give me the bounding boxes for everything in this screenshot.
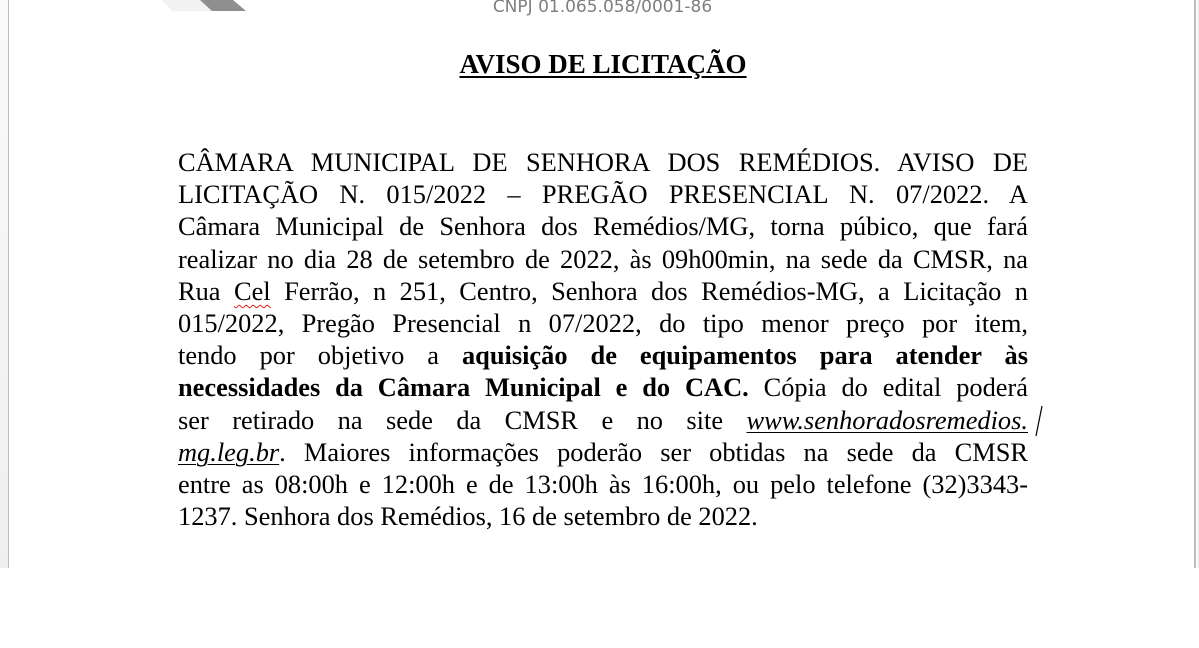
- body-text-run: tendo por objetivo a: [178, 340, 462, 371]
- body-line: [178, 500, 1028, 532]
- body-text-run: 015/2022, Pregão Presencial n 07/2022, do tipo menor preço por item,: [178, 307, 1028, 338]
- body-line: [178, 307, 1028, 339]
- body-line: [178, 275, 1028, 307]
- body-text-run: entre as 08:00h e 12:00h e de 13:00h às 16:00h, ou pelo telefone (32)3343-: [178, 468, 1028, 499]
- left-page-margin: [0, 0, 8, 568]
- body-line: [178, 243, 1028, 275]
- body-text-run: ser retirado na sede da CMSR e no site: [178, 404, 747, 435]
- body-line: [178, 178, 1028, 210]
- body-text-run: . Maiores informações poderão ser obtidas na sede da CMSR: [279, 436, 1028, 467]
- body-text-run: Câmara Municipal de Senhora dos Remédios/MG, torna púbico, que fará: [178, 211, 1028, 242]
- website-link[interactable]: www.senhoradosremedios.: [746, 404, 1028, 435]
- spellcheck-flagged-word: Cel: [233, 275, 271, 306]
- body-text-run: LICITAÇÃO N. 015/2022 – PREGÃO PRESENCIAL N. 07/2022. A: [178, 179, 1028, 210]
- body-line: [178, 146, 1028, 178]
- body-text-run: 1237. Senhora dos Remédios, 16 de setembro de 2022.: [178, 501, 758, 532]
- body-line: [178, 404, 1028, 436]
- body-text-run: Cópia do edital poderá: [748, 372, 1028, 403]
- body-text-run: Ferrão, n 251, Centro, Senhora dos Remédios-MG, a Licitação n: [270, 275, 1029, 306]
- body-line: [178, 436, 1028, 468]
- text-cursor-slash-icon: [1033, 404, 1045, 438]
- document-title: AVISO DE LICITAÇÃO: [459, 49, 747, 79]
- body-text-run: Rua: [178, 275, 234, 306]
- body-text-run: realizar no dia 28 de setembro de 2022, às 09h00min, na sede da CMSR, na: [178, 243, 1028, 274]
- website-link[interactable]: mg.leg.br: [178, 436, 280, 467]
- body-line: [178, 210, 1028, 242]
- bold-text-run: aquisição de equipamentos para atender às: [461, 340, 1028, 371]
- notice-body-paragraph: [178, 146, 1028, 532]
- bold-text-run: necessidades da Câmara Municipal e do CAC.: [178, 372, 749, 403]
- body-text-run: CÂMARA MUNICIPAL DE SENHORA DOS REMÉDIOS. AVISO DE: [178, 147, 1028, 177]
- body-line: [178, 339, 1028, 371]
- cnpj-header: CNPJ 01.065.058/0001-86: [492, 0, 713, 17]
- body-line: [178, 371, 1028, 403]
- body-line: [178, 468, 1028, 500]
